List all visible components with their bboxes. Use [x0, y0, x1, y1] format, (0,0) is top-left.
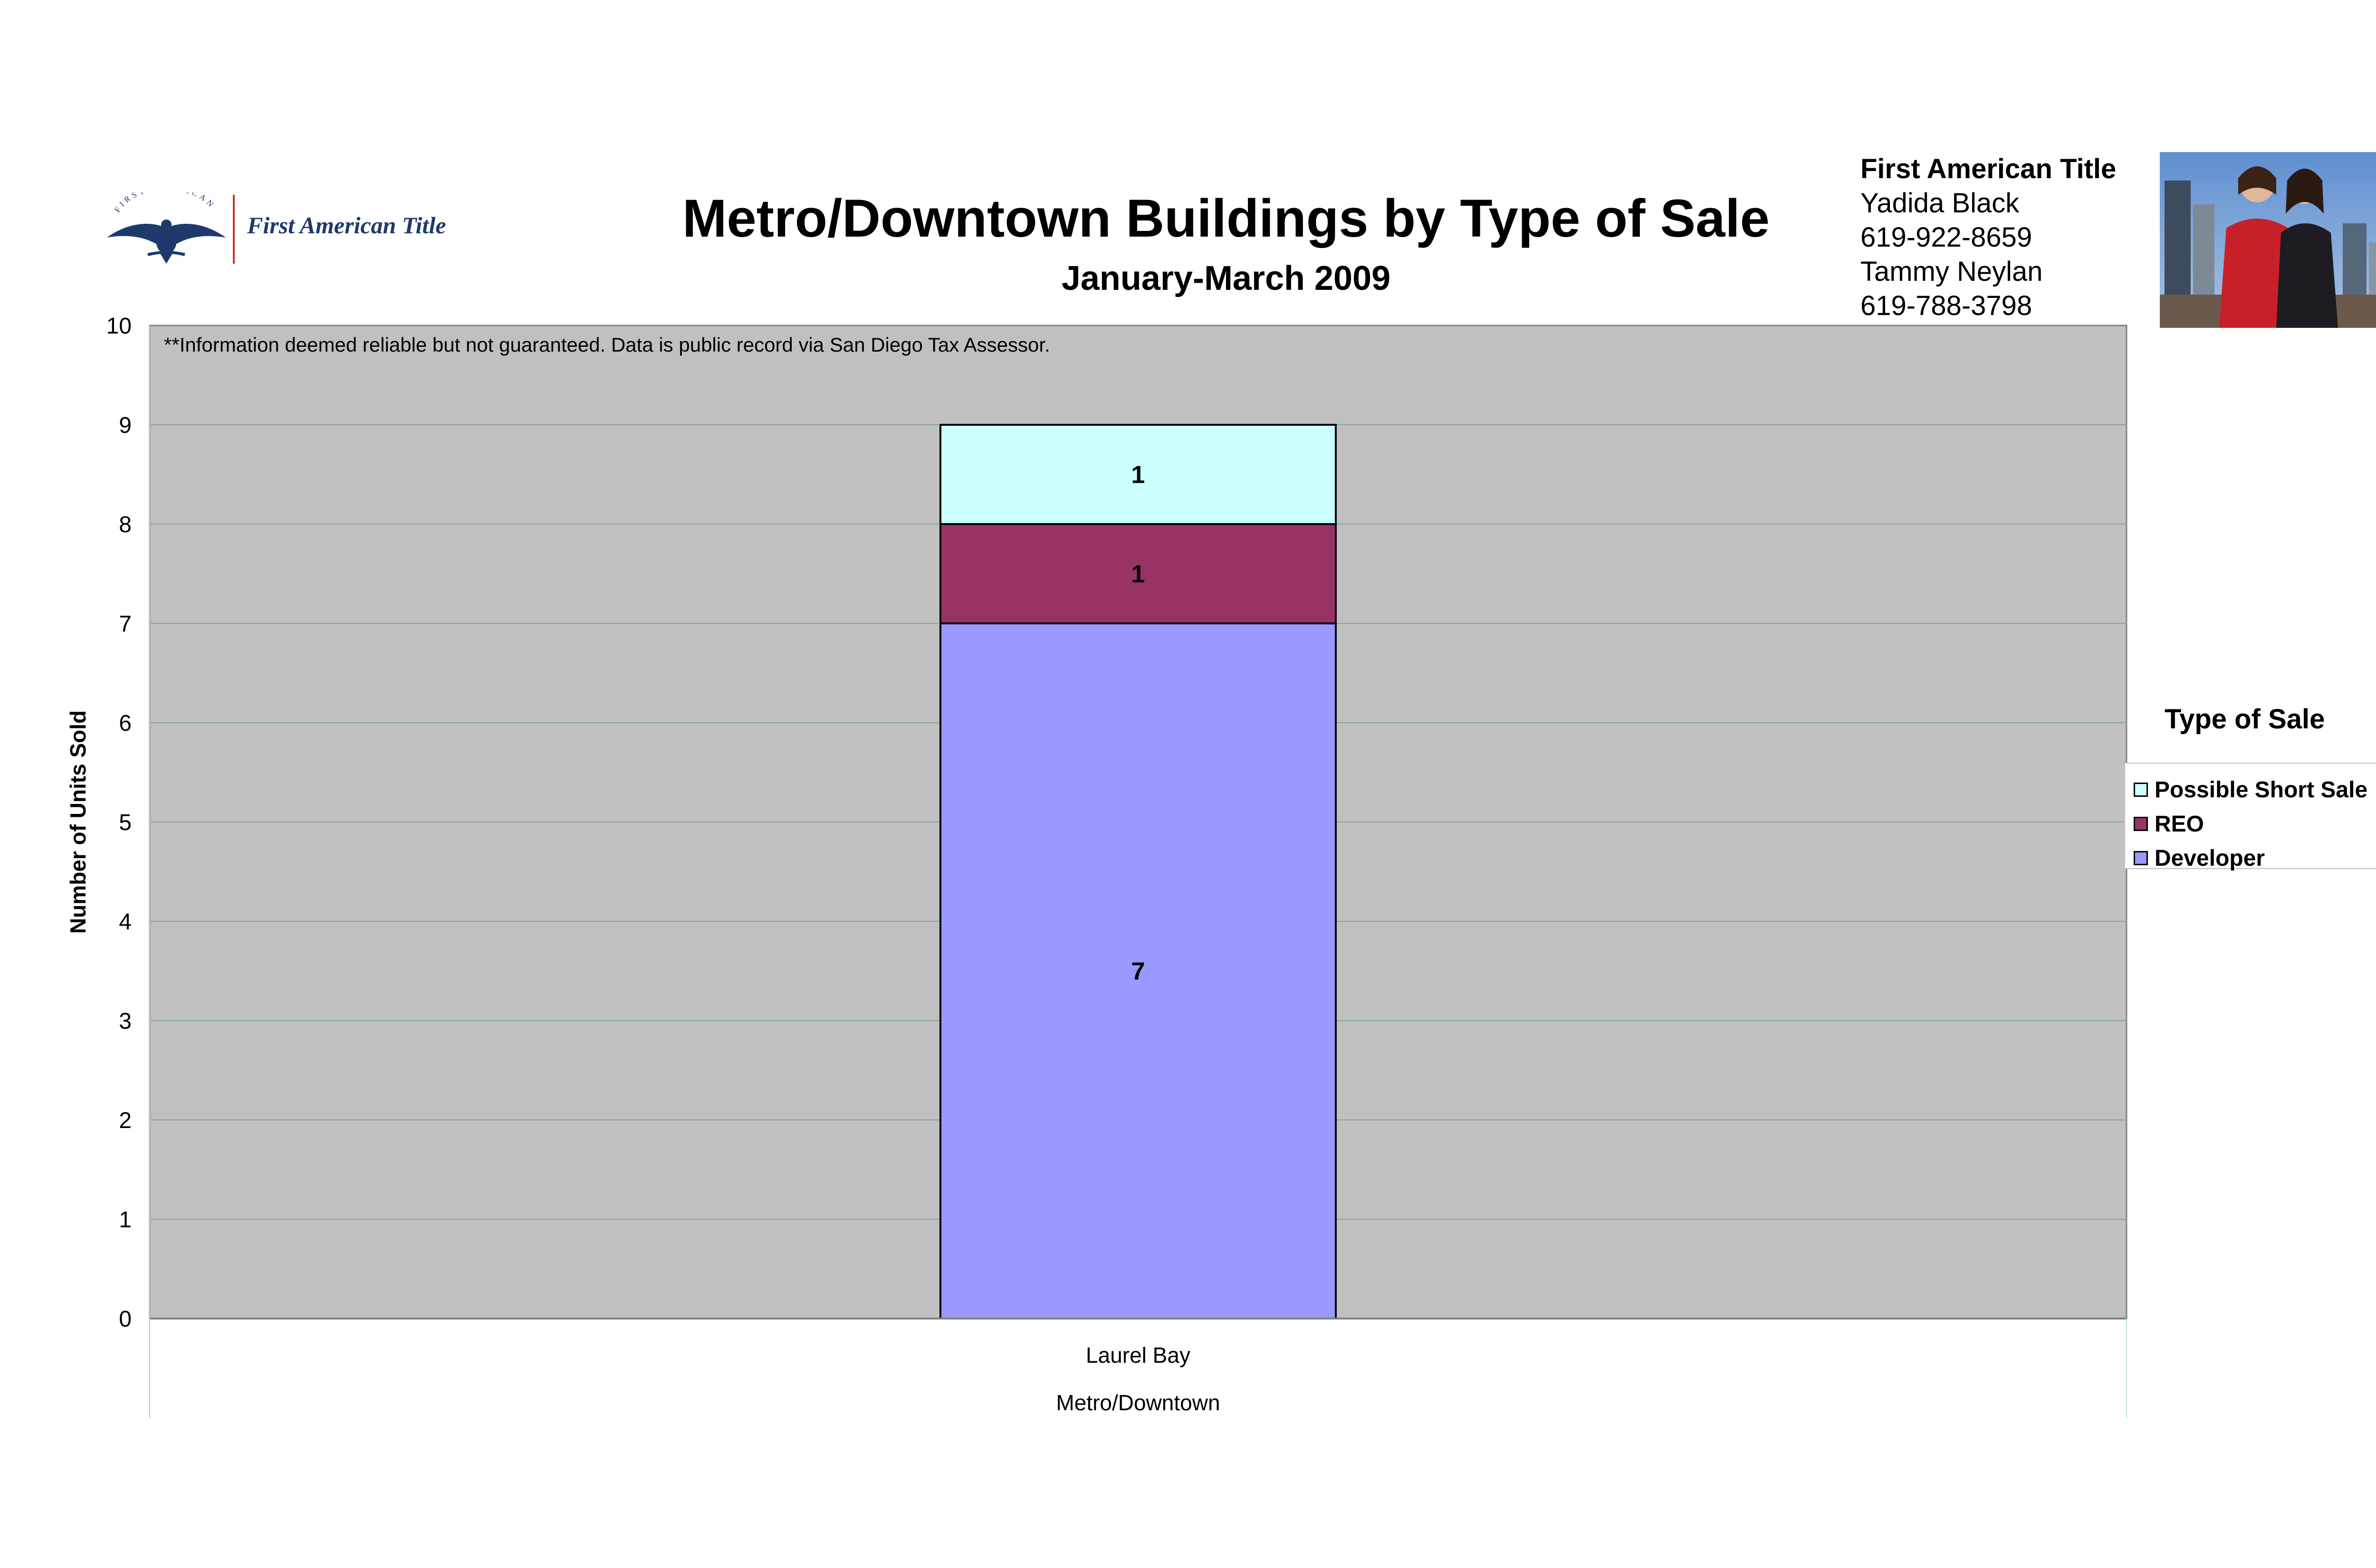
- legend-item-possible-short-sale: [2134, 773, 2367, 806]
- y-tick-label: 7: [119, 612, 132, 637]
- chart-title: Metro/Downtown Buildings by Type of Sale: [682, 189, 1770, 248]
- legend-label-possible-short-sale: Possible Short Sale: [2155, 777, 2368, 803]
- contact-company: First American Title: [1860, 153, 2117, 184]
- x-tick-label: Laurel Bay: [1086, 1343, 1190, 1367]
- y-tick-label: 3: [119, 1009, 132, 1034]
- chart-note: **Information deemed reliable but not guaranteed. Data is public record via San Diego Tax Assessor.: [164, 334, 1050, 356]
- y-tick-label: 0: [119, 1307, 132, 1332]
- legend-item-reo: [2134, 807, 2204, 841]
- y-tick-label: 9: [119, 413, 132, 438]
- contact-name-2: Tammy Neylan: [1860, 256, 2043, 287]
- y-tick-label: 6: [119, 711, 132, 736]
- y-tick-label: 2: [119, 1108, 132, 1133]
- legend: [2124, 763, 2376, 869]
- legend-item-developer: [2134, 841, 2265, 875]
- legend-swatch-possible-short-sale: [2134, 783, 2148, 797]
- logo-text: First American Title: [247, 212, 446, 239]
- x-group-label: Metro/Downtown: [1056, 1390, 1220, 1415]
- data-label-developer: 7: [1131, 957, 1145, 985]
- y-tick-label: 1: [119, 1207, 132, 1233]
- data-label-possible-short-sale: 1: [1131, 461, 1145, 489]
- y-tick-label: 5: [119, 810, 132, 835]
- contact-phone-2: 619-788-3798: [1860, 290, 2032, 321]
- legend-label-developer: Developer: [2155, 845, 2265, 871]
- legend-swatch-reo: [2134, 817, 2148, 831]
- contact-name-1: Yadida Black: [1860, 188, 2020, 219]
- legend-title: Type of Sale: [2165, 704, 2325, 735]
- legend-swatch-developer: [2134, 851, 2148, 865]
- chart-subtitle: January-March 2009: [1061, 259, 1391, 297]
- logo-arc-text: FIRS CAN: [113, 192, 218, 214]
- data-label-reo: 1: [1131, 560, 1145, 588]
- y-tick-label: 8: [119, 512, 132, 537]
- y-tick-label: 10: [106, 314, 132, 339]
- legend-label-reo: REO: [2155, 811, 2204, 837]
- y-axis-label: Number of Units Sold: [66, 710, 90, 934]
- contact-phone-1: 619-922-8659: [1860, 222, 2032, 253]
- y-tick-label: 4: [119, 909, 132, 935]
